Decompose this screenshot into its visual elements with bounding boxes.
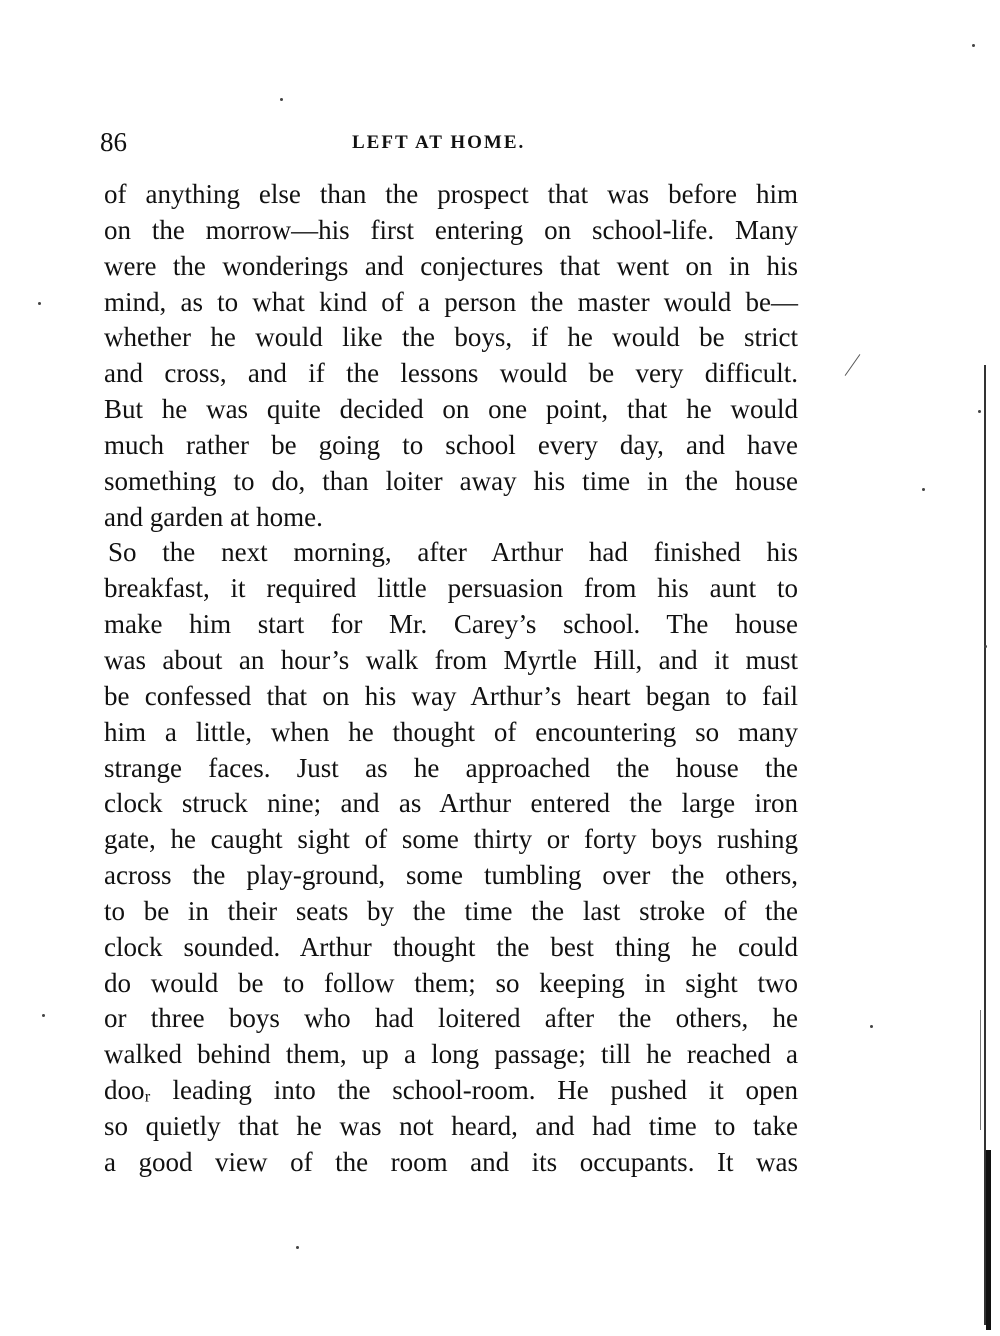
- text-line: breakfast, it required little persuasion from his aunt to: [104, 573, 798, 604]
- text-line: clock sounded. Arthur thought the best thing he could: [104, 931, 798, 962]
- scan-speck: [38, 302, 41, 305]
- scan-stroke: [845, 354, 861, 376]
- text-line: much rather be going to school every day, and have: [104, 429, 798, 460]
- scan-speck: [978, 410, 981, 413]
- text-line: across the play-ground, some tumbling over the others,: [104, 860, 798, 891]
- scan-speck: [870, 1025, 873, 1028]
- binding-edge-shadow: [986, 1150, 991, 1330]
- text-line: or three boys who had loitered after the others, he: [104, 1003, 798, 1034]
- text-line: were the wonderings and conjectures that went on in his: [104, 250, 798, 281]
- text-line: mind, as to what kind of a person the master would be—: [104, 286, 798, 317]
- scan-speck: [922, 488, 925, 491]
- text-line: But he was quite decided on one point, that he would: [104, 394, 798, 425]
- text-line: so quietly that he was not heard, and had time to take: [104, 1110, 798, 1141]
- binding-edge-shadow: [980, 1010, 981, 1130]
- text-line: be confessed that on his way Arthur’s heart began to fail: [104, 680, 798, 711]
- running-title: LEFT AT HOME.: [352, 132, 526, 153]
- text-line: and garden at home.: [104, 501, 323, 532]
- scan-speck: [42, 1014, 45, 1017]
- scan-speck: [296, 1246, 299, 1249]
- text-line: and cross, and if the lessons would be very difficult.: [104, 358, 798, 389]
- scan-speck: [972, 44, 975, 47]
- text-line: a good view of the room and its occupants. It was: [104, 1146, 798, 1177]
- text-line: clock struck nine; and as Arthur entered the large iron: [104, 788, 798, 819]
- text-line: whether he would like the boys, if he would be strict: [104, 322, 798, 353]
- text-line: gate, he caught sight of some thirty or forty boys rushing: [104, 824, 798, 855]
- scan-speck: [280, 98, 283, 101]
- text-line: him a little, when he thought of encountering so many: [104, 716, 798, 747]
- text-line: make him start for Mr. Carey’s school. The house: [104, 609, 798, 640]
- text-line: of anything else than the prospect that was before him: [104, 179, 798, 209]
- text-line: do would be to follow them; so keeping in sight two: [104, 967, 798, 998]
- text-line: was about an hour’s walk from Myrtle Hill, and it must: [104, 644, 798, 675]
- text-line: strange faces. Just as he approached the house the: [104, 752, 798, 783]
- text-line: to be in their seats by the time the last stroke of the: [104, 895, 798, 926]
- text-line: dooᵣ leading into the school-room. He pushed it open: [104, 1075, 798, 1106]
- text-line: walked behind them, up a long passage; till he reached a: [104, 1039, 798, 1070]
- body-text: [104, 177, 798, 1181]
- text-line: something to do, than loiter away his time in the house: [104, 465, 798, 496]
- text-line: So the next morning, after Arthur had finished his: [108, 537, 798, 568]
- page-number: 86: [100, 127, 127, 157]
- text-line: on the morrow—his first entering on school-life. Many: [104, 214, 798, 245]
- scan-speck: [984, 645, 987, 648]
